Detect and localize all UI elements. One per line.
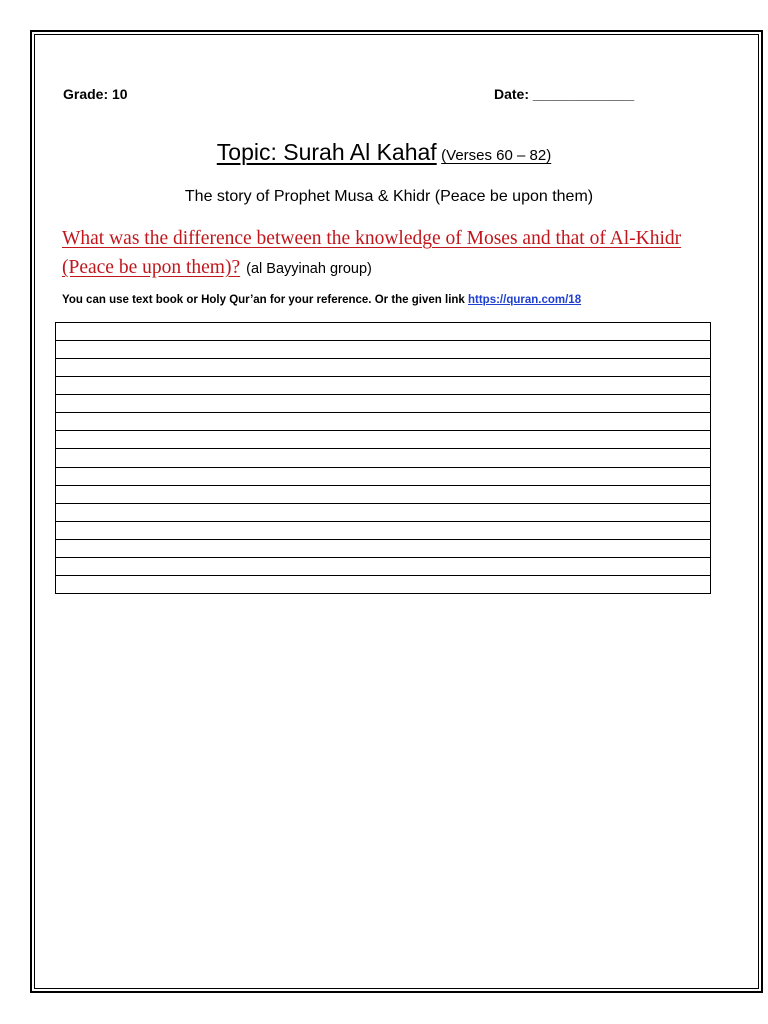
answer-line[interactable] [56, 486, 710, 504]
topic-heading [0, 139, 768, 166]
answer-line[interactable] [56, 522, 710, 540]
answer-line[interactable] [56, 431, 710, 449]
grade-label: Grade: 10 [63, 86, 128, 102]
answer-line[interactable] [56, 395, 710, 413]
topic-title: Topic: Surah Al Kahaf [216, 139, 437, 165]
answer-line[interactable] [56, 359, 710, 377]
story-subtitle: The story of Prophet Musa & Khidr (Peace be upon them) [184, 188, 594, 205]
answer-line[interactable] [56, 468, 710, 486]
question-block [62, 224, 722, 284]
answer-box[interactable] [55, 322, 711, 594]
answer-line[interactable] [56, 323, 710, 341]
group-label: (al Bayyinah group) [246, 261, 372, 277]
date-field: Date: _____________ [494, 86, 635, 102]
answer-line[interactable] [56, 341, 710, 359]
answer-line[interactable] [56, 540, 710, 558]
topic-verses: (Verses 60 – 82) [441, 147, 552, 164]
reference-text: You can use text book or Holy Qur’an for your reference. Or the given link [62, 294, 468, 306]
answer-line[interactable] [56, 413, 710, 431]
answer-line[interactable] [56, 504, 710, 522]
answer-line[interactable] [56, 377, 710, 395]
quran-link[interactable]: https://quran.com/18 [468, 294, 582, 306]
question-text: What was the difference between the knowledge of Moses and that of Al-Khidr (Peace be upon them)? [62, 228, 682, 278]
answer-line[interactable] [56, 558, 710, 576]
reference-note [62, 294, 581, 306]
answer-line[interactable] [56, 576, 710, 593]
answer-line[interactable] [56, 449, 710, 467]
